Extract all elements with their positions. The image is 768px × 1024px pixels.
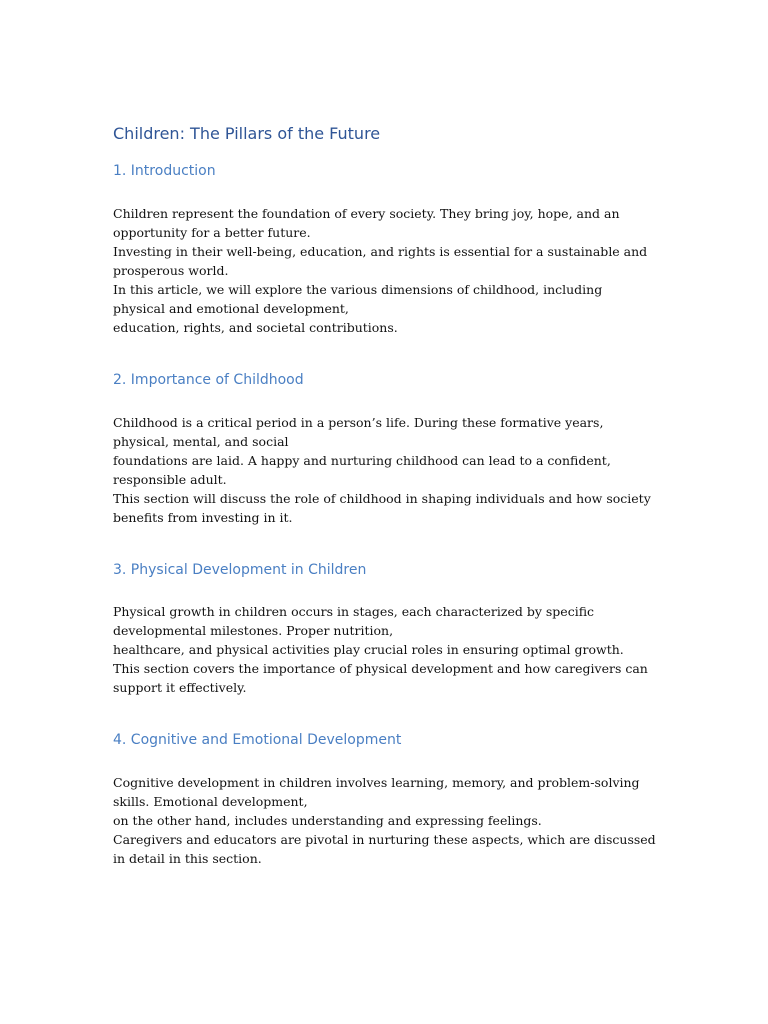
paragraph-line: Children represent the foundation of every society. They bring joy, hope, and an opportunity for a better future.	[113, 206, 620, 240]
paragraph-line: education, rights, and societal contributions.	[113, 320, 398, 335]
section-heading-cognitive-emotional-development: 4. Cognitive and Emotional Development	[113, 732, 402, 748]
document-title: Children: The Pillars of the Future	[113, 124, 381, 143]
section-paragraph-physical-development	[113, 602, 658, 697]
section-paragraph-introduction	[113, 204, 658, 337]
paragraph-line: Childhood is a critical period in a person’s life. During these formative years, physical, mental, and social	[113, 415, 604, 449]
paragraph-line: In this article, we will explore the various dimensions of childhood, including physical and emotional development,	[113, 282, 603, 316]
section-heading-physical-development: 3. Physical Development in Children	[113, 562, 367, 578]
paragraph-line: This section covers the importance of physical development and how caregivers can support it effectively.	[113, 661, 648, 695]
paragraph-line: Caregivers and educators are pivotal in nurturing these aspects, which are discussed in detail in this section.	[113, 832, 656, 866]
paragraph-line: This section will discuss the role of childhood in shaping individuals and how society benefits from investing in it.	[113, 491, 651, 525]
section-heading-introduction: 1. Introduction	[113, 163, 216, 179]
section-paragraph-cognitive-emotional-development	[113, 773, 658, 868]
section-paragraph-importance-of-childhood	[113, 413, 658, 527]
paragraph-line: healthcare, and physical activities play crucial roles in ensuring optimal growth.	[113, 642, 624, 657]
paragraph-line: on the other hand, includes understanding and expressing feelings.	[113, 813, 542, 828]
paragraph-line: foundations are laid. A happy and nurturing childhood can lead to a confident, responsible adult.	[113, 453, 611, 487]
paragraph-line: Cognitive development in children involves learning, memory, and problem-solving skills. Emotional development,	[113, 775, 640, 809]
paragraph-line: Physical growth in children occurs in stages, each characterized by specific developmental milestones. Proper nutrition,	[113, 604, 595, 638]
paragraph-line: Investing in their well-being, education, and rights is essential for a sustainable and prosperous world.	[113, 244, 648, 278]
section-heading-importance-of-childhood: 2. Importance of Childhood	[113, 372, 304, 388]
